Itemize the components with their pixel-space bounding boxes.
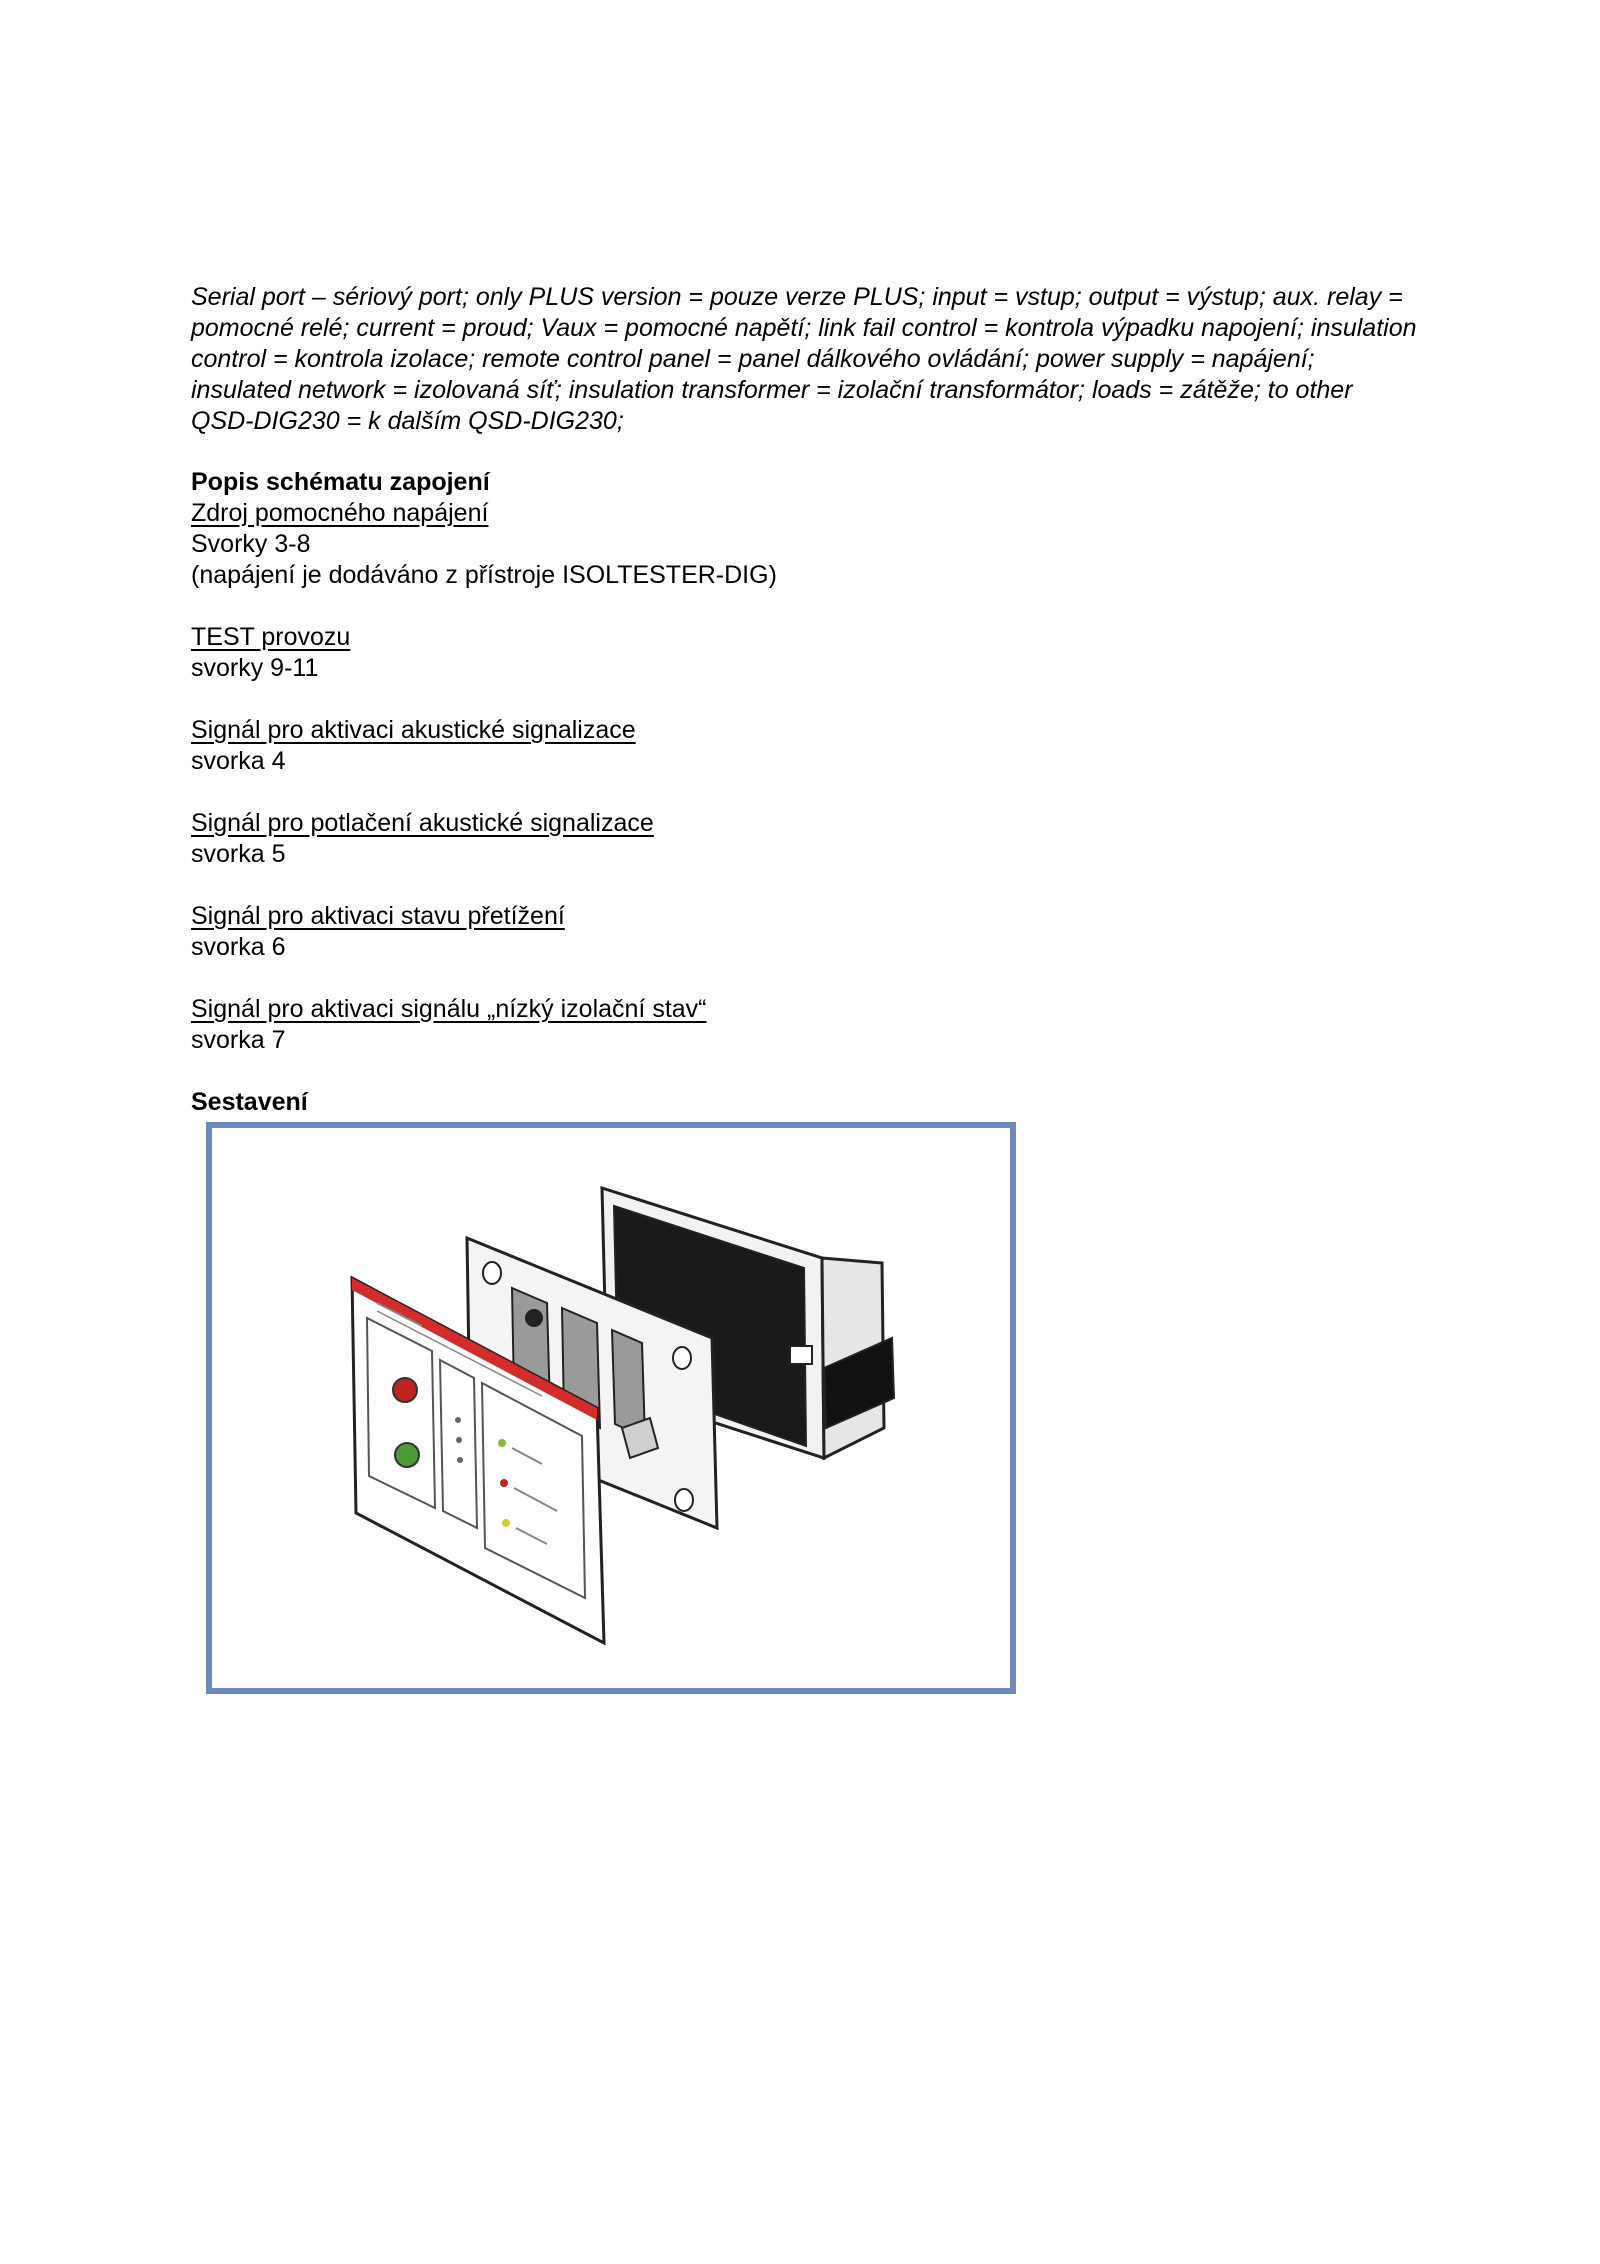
schema-item (191, 994, 777, 1056)
schema-item (191, 498, 777, 591)
schema-item-line: svorka 7 (191, 1026, 286, 1054)
schema-item-line: Svorky 3-8 (191, 530, 311, 558)
schema-item (191, 622, 777, 684)
schema-item-line: svorka 4 (191, 747, 286, 775)
schema-item-title: Signál pro aktivaci stavu přetížení (191, 902, 565, 930)
schema-item (191, 808, 777, 870)
assembly-figure (206, 1122, 1016, 1694)
schema-item-title: Signál pro potlačení akustické signalizace (191, 809, 654, 837)
schema-item-title: Zdroj pomocného napájení (191, 499, 489, 527)
exploded-device-illustration (212, 1128, 1010, 1688)
schema-item-line: svorka 5 (191, 840, 286, 868)
schema-heading: Popis schématu zapojení (191, 468, 490, 496)
schema-item-title: TEST provozu (191, 623, 351, 651)
schema-section (191, 467, 777, 1118)
schema-item-line: (napájení je dodáváno z přístroje ISOLTESTER-DIG) (191, 561, 777, 589)
schema-item-line: svorka 6 (191, 933, 286, 961)
schema-item (191, 901, 777, 963)
schema-item (191, 715, 777, 777)
schema-item-title: Signál pro aktivaci signálu „nízký izolační stav“ (191, 995, 707, 1023)
glossary-paragraph: Serial port – sériový port; only PLUS version = pouze verze PLUS; input = vstup; output = výstup; aux. relay = pomocné relé; current = proud; Vaux = pomocné napětí; link fail control = kontrola výpadku napojení; insulation control = kontrola izolace; remote control panel = panel dálkového ovládání; power supply = napájení; insulated network = izolovaná síť; insulation transformer = izolační transformátor; loads = zátěže; to other QSD-DIG230 = k dalším QSD-DIG230; (191, 283, 1417, 435)
schema-item-title: Signál pro aktivaci akustické signalizace (191, 716, 636, 744)
assembly-heading: Sestavení (191, 1088, 308, 1116)
schema-item-line: svorky 9-11 (191, 654, 319, 682)
